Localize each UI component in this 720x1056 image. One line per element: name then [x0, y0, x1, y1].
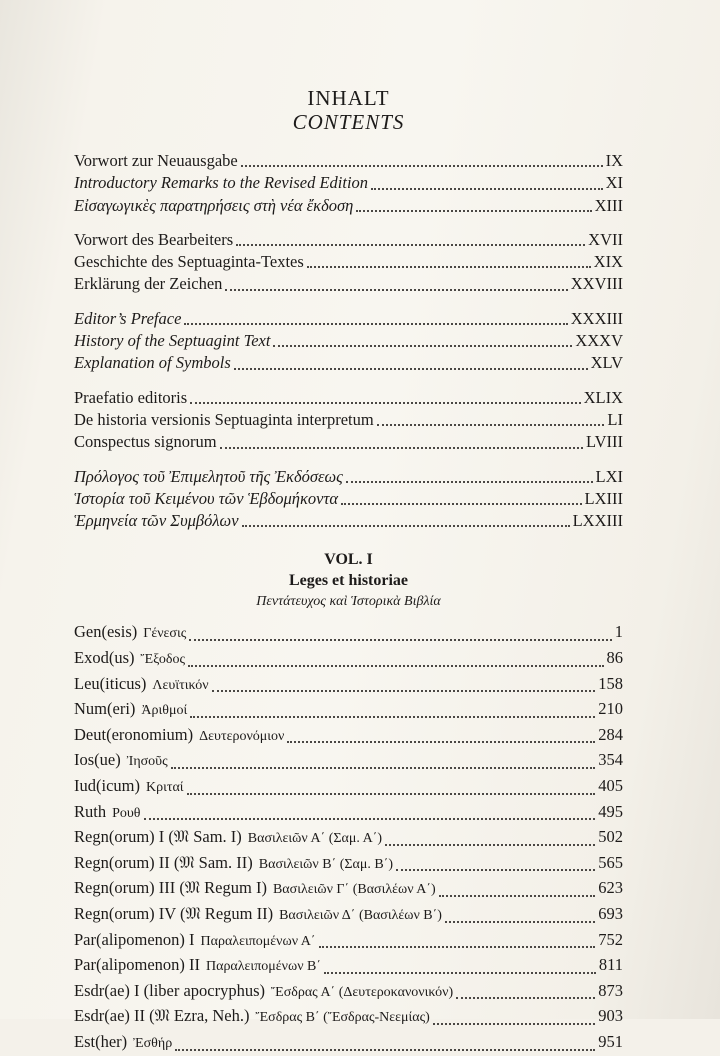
dot-leader: [445, 921, 595, 923]
book-greek-name: Ρουθ: [112, 805, 141, 821]
book-page: 951: [598, 1031, 623, 1051]
book-entry: [74, 774, 623, 800]
dot-leader: [439, 895, 596, 897]
book-greek-name: Ἀριθμοί: [141, 703, 188, 719]
book-page: 752: [598, 929, 623, 949]
toc-group: [74, 387, 623, 454]
book-greek-name: Βασιλειῶν Β΄ (Σαμ. Β΄): [258, 856, 394, 872]
book-entry: [74, 825, 623, 851]
entry-page: XLIX: [583, 387, 623, 407]
dot-leader: [385, 844, 595, 846]
book-page: 693: [598, 903, 623, 923]
heading-contents: CONTENTS: [292, 110, 405, 134]
entry-title: De historia versionis Septuaginta interpretum: [74, 409, 374, 429]
entry-page: LI: [607, 409, 623, 429]
book-entry: [74, 953, 623, 979]
toc-entry: [74, 273, 623, 295]
entry-title: Vorwort des Bearbeiters: [74, 229, 234, 249]
entry-title: Explanation of Symbols: [74, 353, 231, 373]
book-greek-name: Ἔσδρας Α΄ (Δευτεροκανονικόν): [271, 984, 454, 1000]
book-title: [74, 672, 209, 698]
book-title: [74, 748, 168, 774]
toc-entry: [74, 488, 623, 510]
entry-page: LXXIII: [572, 511, 623, 531]
book-page: 1: [614, 622, 623, 642]
toc-entry: [74, 229, 623, 251]
book-greek-name: Ἐσθήρ: [133, 1035, 173, 1051]
book-title: [74, 851, 393, 877]
toc-entry: [74, 251, 623, 273]
book-latin-name: Par(alipomenon) II: [74, 955, 200, 975]
book-entry: [74, 851, 623, 877]
book-page: 903: [598, 1006, 623, 1026]
book-title: [74, 697, 187, 723]
book-greek-name: Ἰησοῦς: [126, 754, 168, 770]
dot-leader: [287, 741, 595, 743]
book-entry: [74, 979, 623, 1005]
book-latin-name: Regn(orum) I (𝔐 Sam. I): [74, 827, 242, 847]
entry-page: XI: [605, 173, 623, 193]
book-title: [74, 876, 436, 902]
book-entry: [74, 672, 623, 698]
book-page: 623: [598, 878, 623, 898]
dot-leader: [377, 424, 605, 426]
table-of-contents: [74, 86, 623, 1056]
entry-title: History of the Septuagint Text: [74, 331, 271, 351]
book-title: [74, 723, 284, 749]
toc-entry: [74, 431, 623, 453]
book-greek-name: Ἔξοδος: [140, 652, 186, 668]
toc-entry: [74, 308, 623, 330]
dot-leader: [433, 1023, 595, 1025]
dot-leader: [190, 716, 595, 718]
book-entry: [74, 1030, 623, 1056]
book-page: 873: [598, 980, 623, 1000]
dot-leader: [236, 244, 585, 246]
book-latin-name: Esdr(ae) II (𝔐 Ezra, Neh.): [74, 1006, 250, 1026]
book-page: 354: [598, 750, 623, 770]
book-title: [74, 979, 453, 1005]
book-latin-name: Regn(orum) II (𝔐 Sam. II): [74, 852, 253, 872]
book-greek-name: Γένεσις: [143, 626, 187, 642]
entry-page: LVIII: [586, 432, 623, 452]
book-greek-name: Παραλειπομένων Β΄: [206, 959, 322, 975]
books-list: [74, 620, 623, 1055]
entry-page: XIII: [594, 195, 623, 215]
dot-leader: [346, 481, 593, 483]
dot-leader: [456, 997, 595, 999]
dot-leader: [187, 793, 596, 795]
volume-greek-subtitle: Πεντάτευχος καὶ Ἱστορικὰ Βιβλία: [256, 594, 441, 610]
dot-leader: [175, 1049, 595, 1051]
entry-page: IX: [605, 151, 623, 170]
book-page: 210: [598, 699, 623, 719]
entry-title: Geschichte des Septuaginta-Textes: [74, 252, 304, 272]
entry-page: LXIII: [584, 488, 623, 508]
dot-leader: [273, 345, 572, 347]
book-latin-name: Leu(iticus): [74, 673, 147, 693]
book-page: 86: [606, 648, 623, 668]
book-title: [74, 928, 316, 954]
book-entry: [74, 723, 623, 749]
toc-group: [74, 308, 623, 375]
book-page: 495: [598, 801, 623, 821]
entry-page: LXI: [595, 466, 623, 486]
volume-subtitle: Leges et historiae: [288, 572, 409, 590]
dot-leader: [190, 402, 580, 404]
book-latin-name: Ruth: [74, 801, 107, 821]
entry-title: Erklärung der Zeichen: [74, 274, 223, 294]
entry-title: Εἰσαγωγικὲς παρατηρήσεις στὴ νέα ἔκδοση: [74, 195, 354, 215]
toc-entry: [74, 352, 623, 374]
entry-title: Conspectus signorum: [74, 432, 217, 452]
book-greek-name: Κριταί: [145, 780, 184, 796]
dot-leader: [189, 639, 611, 641]
dot-leader: [371, 188, 603, 190]
dot-leader: [356, 210, 591, 212]
book-page: 284: [598, 724, 623, 744]
toc-group: [74, 150, 623, 217]
book-latin-name: Gen(esis): [74, 622, 138, 642]
dot-leader: [144, 818, 596, 820]
book-latin-name: Est(her): [74, 1031, 128, 1051]
entry-title: Editor’s Preface: [74, 308, 182, 328]
book-title: [74, 646, 185, 672]
front-matter-list: [74, 150, 623, 532]
book-entry: [74, 902, 623, 928]
toc-entry: [74, 466, 623, 488]
toc-group: [74, 466, 623, 533]
dot-leader: [396, 869, 595, 871]
toc-group: [74, 229, 623, 296]
book-entry: [74, 876, 623, 902]
book-latin-name: Iud(icum): [74, 776, 140, 796]
book-latin-name: Regn(orum) IV (𝔐 Regum II): [74, 903, 274, 923]
book-title: [74, 774, 184, 800]
book-entry: [74, 800, 623, 826]
entry-page: XXXV: [575, 331, 623, 351]
book-page: 502: [598, 827, 623, 847]
dot-leader: [341, 503, 581, 505]
book-title: [74, 1030, 172, 1056]
entry-page: XXXIII: [570, 308, 623, 328]
book-greek-name: Βασιλειῶν Δ΄ (Βασιλέων Β΄): [279, 907, 442, 923]
entry-page: XLV: [590, 353, 623, 373]
dot-leader: [319, 946, 596, 948]
book-page: 565: [598, 852, 623, 872]
toc-entry: [74, 330, 623, 352]
book-greek-name: Δευτερονόμιον: [199, 728, 285, 744]
dot-leader: [241, 165, 603, 167]
entry-title: Praefatio editoris: [74, 387, 188, 407]
book-title: [74, 800, 141, 826]
book-greek-name: Ἔσδρας Β΄ (Ἔσδρας-Νεεμίας): [255, 1010, 430, 1026]
book-latin-name: Ios(ue): [74, 750, 121, 770]
dot-leader: [234, 368, 588, 370]
toc-entry: [74, 510, 623, 532]
book-greek-name: Παραλειπομένων Α΄: [200, 933, 316, 949]
entry-title: Ἑρμηνεία τῶν Συμβόλων: [74, 511, 239, 531]
dot-leader: [220, 447, 583, 449]
book-entry: [74, 928, 623, 954]
book-page: 158: [598, 673, 623, 693]
book-page: 405: [598, 776, 623, 796]
book-title: [74, 902, 442, 928]
toc-entry: [74, 387, 623, 409]
book-latin-name: Regn(orum) III (𝔐 Regum I): [74, 878, 267, 898]
toc-entry: [74, 172, 623, 194]
dot-leader: [184, 323, 567, 325]
book-latin-name: Exod(us): [74, 648, 135, 668]
book-entry: [74, 1004, 623, 1030]
book-title: [74, 1004, 430, 1030]
entry-page: XXVIII: [570, 274, 623, 294]
book-greek-name: Βασιλειῶν Α΄ (Σαμ. Α΄): [247, 831, 383, 847]
book-latin-name: Num(eri): [74, 699, 136, 719]
dot-leader: [324, 972, 596, 974]
dot-leader: [188, 665, 603, 667]
dot-leader: [307, 266, 591, 268]
book-greek-name: Λευϊτικόν: [152, 677, 209, 693]
heading-inhalt: INHALT: [307, 86, 390, 110]
entry-title: Vorwort zur Neuausgabe: [74, 151, 238, 170]
book-latin-name: Par(alipomenon) I: [74, 929, 195, 949]
book-greek-name: Βασιλειῶν Γ΄ (Βασιλέων Α΄): [272, 882, 436, 898]
entry-title: Πρόλογος τοῦ Ἐπιμελητοῦ τῆς Ἐκδόσεως: [74, 466, 343, 486]
book-entry: [74, 646, 623, 672]
book-title: [74, 620, 186, 646]
dot-leader: [212, 690, 596, 692]
book-latin-name: Esdr(ae) I (liber apocryphus): [74, 980, 266, 1000]
toc-entry: [74, 409, 623, 431]
toc-entry: [74, 150, 623, 172]
dot-leader: [242, 525, 570, 527]
entry-page: XVII: [588, 229, 623, 249]
book-page: 811: [598, 955, 623, 975]
book-entry: [74, 748, 623, 774]
book-entry: [74, 697, 623, 723]
dot-leader: [225, 289, 567, 291]
toc-entry: [74, 195, 623, 217]
book-title: [74, 825, 382, 851]
book-entry: [74, 620, 623, 646]
book-title: [74, 953, 321, 979]
book-latin-name: Deut(eronomium): [74, 724, 194, 744]
entry-page: XIX: [593, 252, 623, 272]
entry-title: Ἱστορία τοῦ Κειμένου τῶν Ἑβδομήκοντα: [74, 488, 339, 508]
entry-title: Introductory Remarks to the Revised Edition: [74, 173, 369, 193]
volume-title: VOL. I: [324, 551, 373, 569]
dot-leader: [171, 767, 596, 769]
